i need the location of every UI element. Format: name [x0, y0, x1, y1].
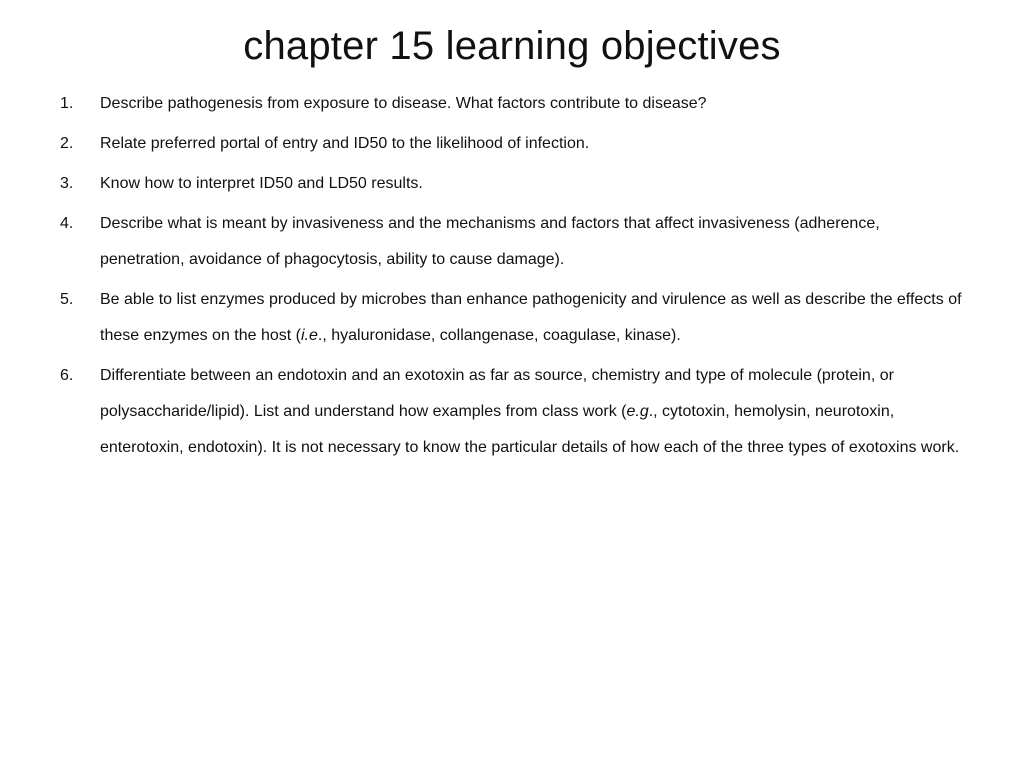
objective-item-6 — [0, 358, 1024, 466]
objective-number: 6. — [60, 367, 74, 384]
objective-text-part: Describe pathogenesis from exposure to disease. What factors contribute to disease? — [100, 95, 707, 112]
objective-number: 2. — [60, 135, 74, 152]
objective-text-part: Describe what is meant by invasiveness and the mechanisms and factors that affect invasiveness (adherence, penetration, avoidance of phagocytosis, ability to cause damage). — [100, 215, 880, 268]
objective-text-part: Differentiate between an endotoxin and an exotoxin as far as source, chemistry and type of molecule (protein, or polysaccharide/lipid). List and understand how examples from class work ( — [100, 367, 894, 420]
objective-text — [100, 291, 962, 344]
objective-text-italic: e.g — [626, 403, 649, 420]
objective-text — [100, 367, 959, 456]
objective-text-part: Be able to list enzymes produced by microbes than enhance pathogenicity and virulence as well as describe the effects of these enzymes on the host ( — [100, 291, 962, 344]
objective-text — [100, 215, 880, 268]
objective-text — [100, 95, 707, 112]
objective-item-5 — [0, 282, 1024, 354]
objective-item-3 — [0, 166, 1024, 202]
objective-number: 1. — [60, 95, 74, 112]
objective-text-italic: i.e — [301, 327, 318, 344]
objective-item-2 — [0, 126, 1024, 162]
objective-number: 3. — [60, 175, 74, 192]
objective-number: 5. — [60, 291, 74, 308]
objective-text-part: ., cytotoxin, hemolysin, neurotoxin, enterotoxin, endotoxin). It is not necessary to know the particular details of how each of the three types of exotoxins work. — [100, 403, 960, 456]
objective-text — [100, 175, 423, 192]
objective-item-4 — [0, 206, 1024, 278]
objective-text-part: ., hyaluronidase, collangenase, coagulase, kinase). — [317, 327, 681, 344]
objective-number: 4. — [60, 215, 74, 232]
objectives-list — [0, 86, 1024, 470]
page-title: chapter 15 learning objectives — [243, 24, 781, 68]
objective-item-1 — [0, 86, 1024, 122]
objective-text-part: Know how to interpret ID50 and LD50 results. — [100, 175, 423, 192]
objective-text — [100, 135, 589, 152]
objective-text-part: Relate preferred portal of entry and ID50 to the likelihood of infection. — [100, 135, 590, 152]
